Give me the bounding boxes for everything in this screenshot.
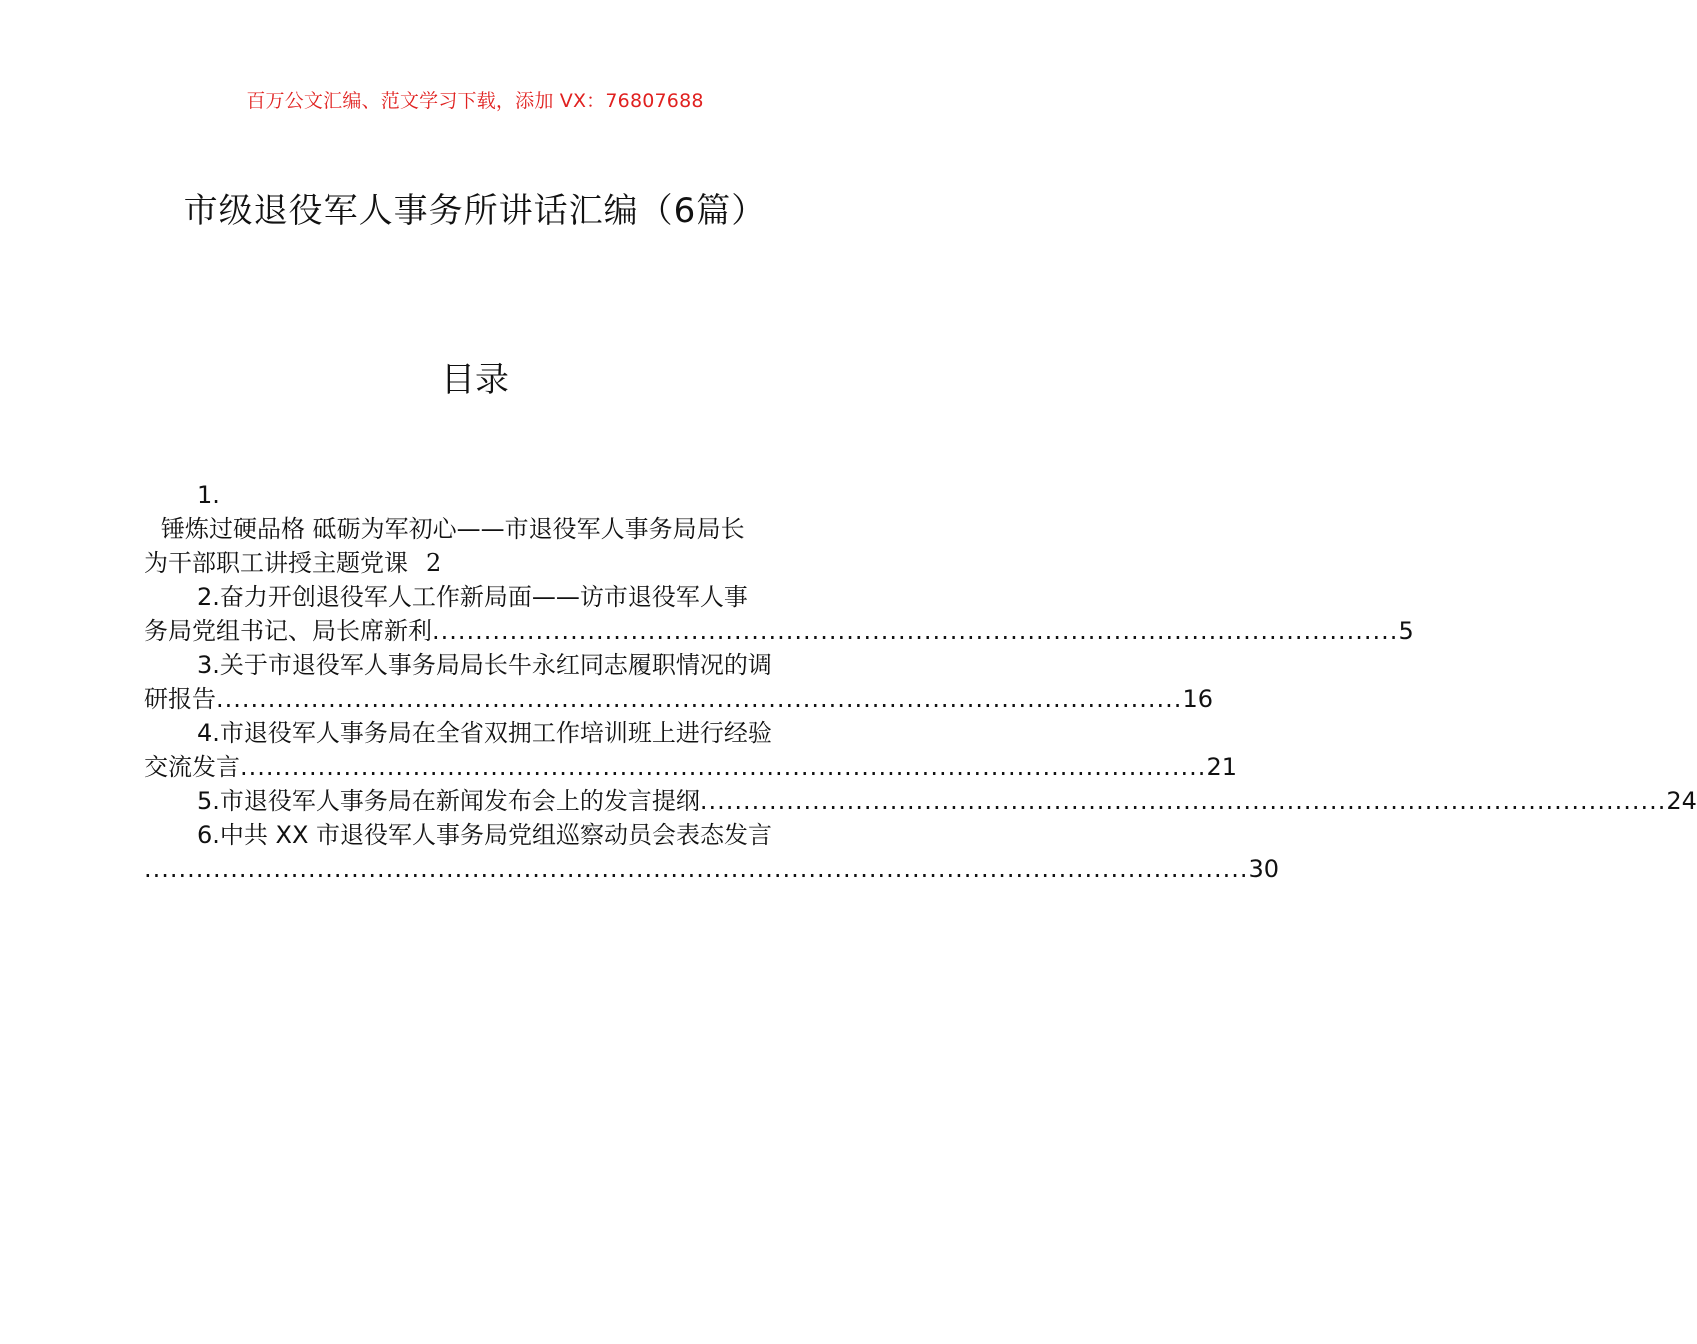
toc-heading: 目录 [441,360,509,400]
toc-entry-title-line: 4.市退役军人事务局在全省双拥工作培训班上进行经验 [197,719,772,747]
toc-entry-page-number: 16 [1182,685,1213,713]
toc-entry-page-number: 5 [1398,617,1414,645]
toc-entry-title-text: 为干部职工讲授主题党课 [144,549,408,577]
toc-entry-page-number: 24 [1666,787,1697,815]
toc-dot-leader: ................................................................................................................ [216,685,1183,713]
toc-entry-title-continuation [144,750,1237,784]
toc-entry-2[interactable] [144,580,1414,648]
toc-entry-title-line: 2.奋力开创退役军人工作新局面——访市退役军人事 [197,583,748,611]
document-title: 市级退役军人事务所讲话汇编（6篇） [183,191,767,231]
toc-entry-title-line: 锤炼过硬品格 砥砺为军初心——市退役军人事务局局长 [161,515,745,543]
table-of-contents [144,478,1697,886]
toc-entry-title-continuation [144,682,1213,716]
toc-entry-page-number: 30 [1248,855,1280,883]
toc-entry-title-continuation [144,546,808,580]
toc-entry-title-line: 3.关于市退役军人事务局局长牛永红同志履职情况的调 [197,651,772,679]
toc-dot-leader: ................................................................................................................ [432,617,1399,645]
toc-entry-title-text: 研报告 [144,685,216,713]
toc-entry-title-continuation [144,852,1280,886]
toc-entry-3[interactable] [144,648,1213,716]
toc-entry-title-text: 务局党组书记、局长席新利 [144,617,432,645]
toc-entry-title-continuation [144,614,1414,648]
toc-dot-leader: ................................................................................................................................ [144,855,1249,883]
header-note: 百万公文汇编、范文学习下载，添加 VX：76807688 [246,90,704,112]
toc-entry-5[interactable] [144,784,1697,818]
toc-entry-title-line: 6.中共 XX 市退役军人事务局党组巡察动员会表态发言 [197,821,773,849]
toc-entry-page-number: 21 [1206,753,1237,781]
toc-entry-title-text: 5.市退役军人事务局在新闻发布会上的发言提纲 [197,787,700,815]
toc-entry-1[interactable] [144,478,808,580]
toc-entry-title-text: 交流发言 [144,753,240,781]
toc-entry-number: 1. [197,481,220,509]
toc-entry-4[interactable] [144,716,1237,784]
toc-dot-leader: ................................................................................................................ [699,787,1667,815]
toc-entry-title-line [144,784,1697,818]
toc-entry-page-number: 2 [426,549,442,577]
toc-entry-6[interactable] [144,818,1280,886]
toc-dot-leader: ................................................................................................................ [240,753,1207,781]
